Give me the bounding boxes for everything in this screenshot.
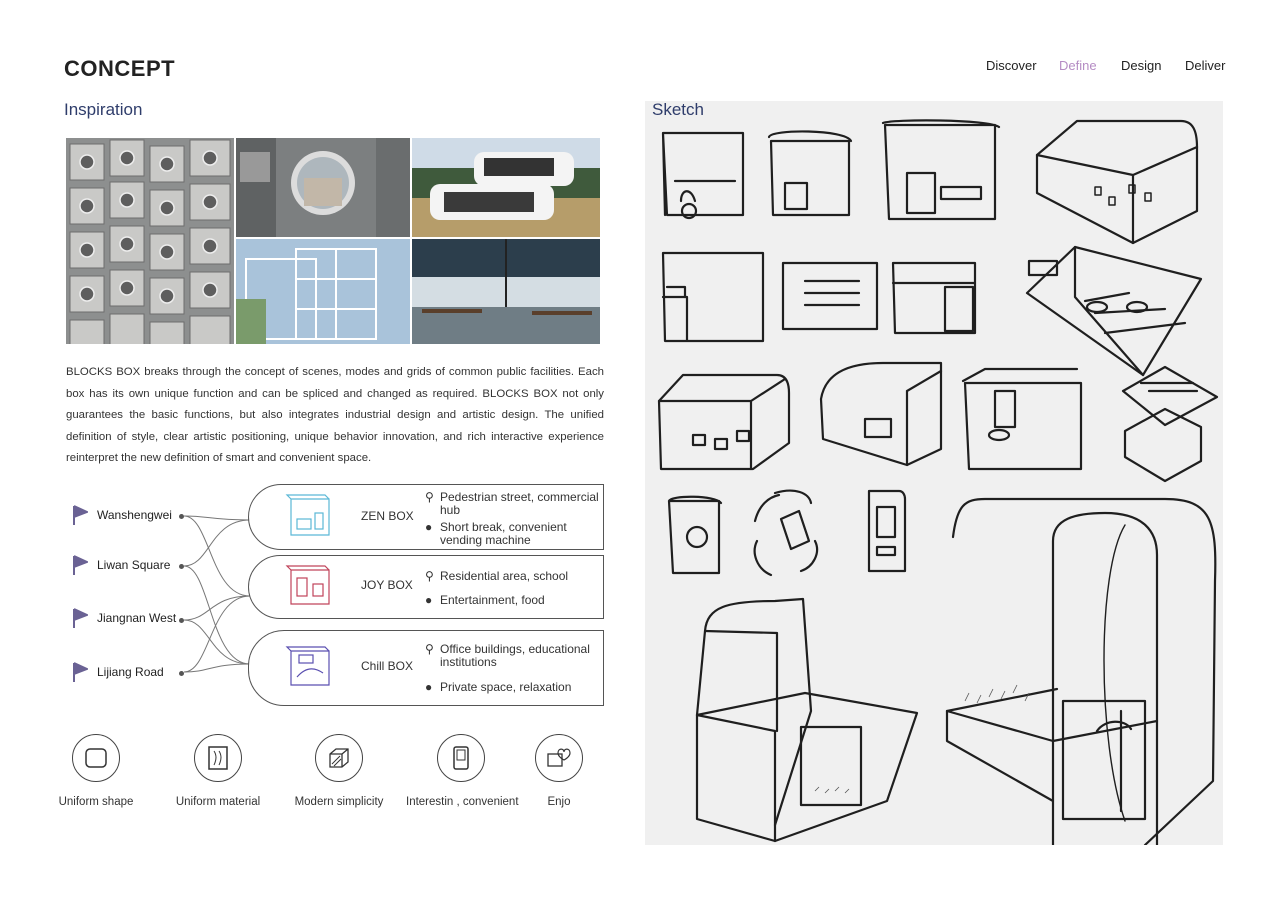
box-use: ● Short break, convenient vending machine <box>425 520 567 547</box>
location-jiangnan-west[interactable] <box>72 607 176 629</box>
location-lijiang-road[interactable] <box>72 661 164 683</box>
box-place: ⚲ Pedestrian street, commercial hub <box>425 490 599 517</box>
phone-icon <box>437 734 485 782</box>
flag-icon <box>72 554 88 576</box>
location-pin-icon: ⚲ <box>425 490 434 504</box>
person-icon: ● <box>425 520 433 534</box>
feature-label: Modern simplicity <box>294 796 384 808</box>
concept-description: BLOCKS BOX breaks through the concept of scenes, modes and grids of common public facilities. Each box has its own unique function and can be spliced and changed as required. BLOCKS BOX not only guarantees the basic functions, but also integrates industrial design and artistic design. The unified definition of style, clear artistic positioning, unique behavior innovation, and rich interactive experience reinterpret the new definition of smart and convenient space. <box>66 366 604 464</box>
location-label: Lijiang Road <box>97 665 164 679</box>
box-name: Chill BOX <box>361 659 414 673</box>
location-pin-icon: ⚲ <box>425 642 434 656</box>
rounded-square-icon <box>72 734 120 782</box>
sketch-drawings <box>645 101 1223 845</box>
flag-icon <box>72 504 88 526</box>
location-label: Jiangnan West <box>97 611 177 625</box>
capsule-tower-photo <box>66 138 234 344</box>
porthole-interior-photo <box>236 138 410 237</box>
feature-label: Uniform material <box>175 796 261 808</box>
feature-uniform-material <box>163 734 273 808</box>
sketch-heading: Sketch <box>652 100 704 119</box>
joy-box-icon <box>285 562 337 612</box>
heart-icon <box>535 734 583 782</box>
person-icon: ● <box>425 680 433 694</box>
location-dot <box>179 564 184 569</box>
location-liwan-square[interactable] <box>72 554 170 576</box>
joy-box-card[interactable] <box>248 555 604 619</box>
flag-icon <box>72 661 88 683</box>
box-place: ⚲ Office buildings, educational institutions <box>425 642 590 669</box>
flag-icon <box>72 607 88 629</box>
box-name: ZEN BOX <box>361 509 414 523</box>
feature-label: Interestin , convenient <box>406 796 519 808</box>
box-name: JOY BOX <box>361 578 413 592</box>
inspiration-heading: Inspiration <box>64 100 143 119</box>
feature-interesting-convenient <box>406 734 519 808</box>
nav-define[interactable]: Define <box>1059 58 1097 73</box>
lounge-window-photo <box>412 239 600 344</box>
location-pin-icon: ⚲ <box>425 569 434 583</box>
feature-enjoy <box>526 734 592 808</box>
modular-house-photo <box>412 138 600 237</box>
box-use: ● Entertainment, food <box>425 593 545 607</box>
location-dot <box>179 514 184 519</box>
zen-box-icon <box>285 491 337 543</box>
chill-box-icon <box>285 643 337 693</box>
box-place: ⚲ Residential area, school <box>425 569 569 583</box>
feature-label: Enjo <box>547 796 571 808</box>
page-title: CONCEPT <box>64 56 176 81</box>
zen-box-card[interactable] <box>248 484 604 550</box>
nav-design[interactable]: Design <box>1121 58 1162 73</box>
box-use: ● Private space, relaxation <box>425 680 572 694</box>
location-label: Liwan Square <box>97 558 171 572</box>
nav-deliver[interactable]: Deliver <box>1185 58 1226 73</box>
location-wanshengwei[interactable] <box>72 504 172 526</box>
sketch-board <box>645 101 1223 845</box>
feature-label: Uniform shape <box>58 796 134 808</box>
feature-modern-simplicity <box>284 734 394 808</box>
person-icon: ● <box>425 593 433 607</box>
feature-uniform-shape <box>41 734 151 808</box>
nav-discover[interactable]: Discover <box>986 58 1037 73</box>
material-icon <box>194 734 242 782</box>
location-label: Wanshengwei <box>97 508 172 522</box>
glass-building-photo <box>236 239 410 344</box>
chill-box-card[interactable] <box>248 630 604 706</box>
location-dot <box>179 618 184 623</box>
cube-icon <box>315 734 363 782</box>
location-dot <box>179 671 184 676</box>
